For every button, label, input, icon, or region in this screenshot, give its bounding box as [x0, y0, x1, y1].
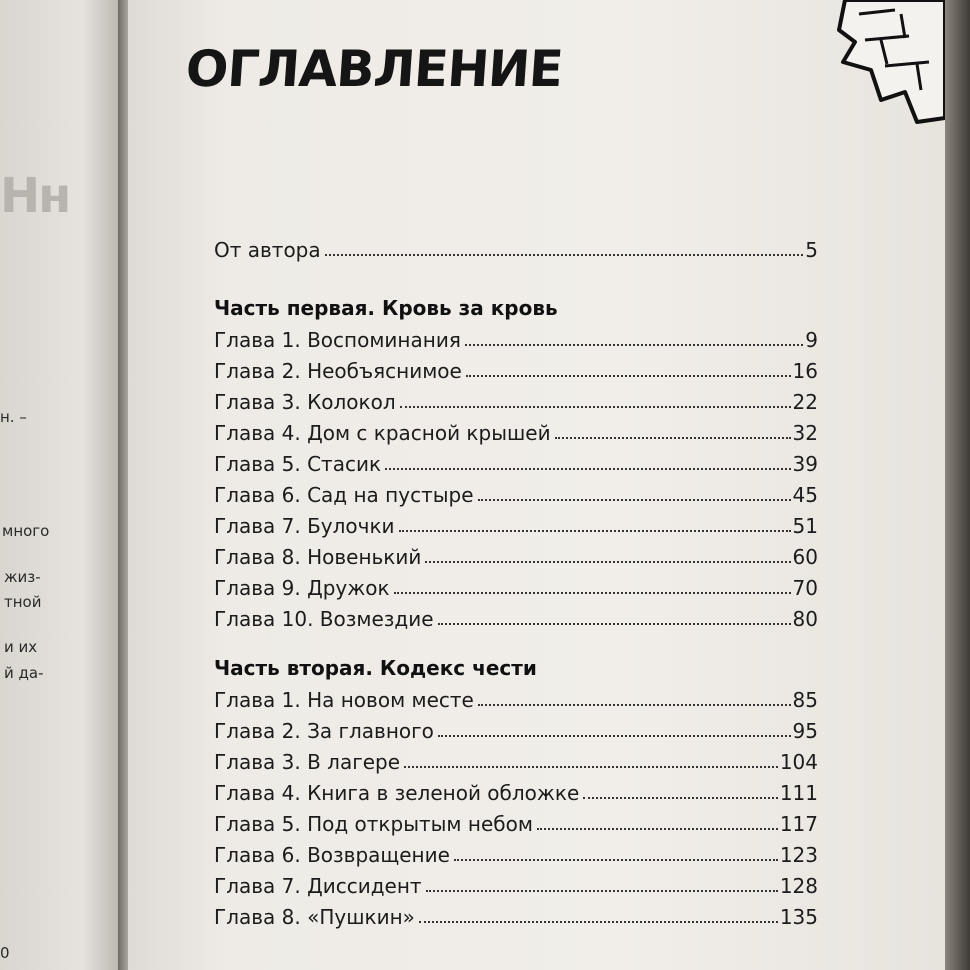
dot-leader [400, 405, 791, 408]
toc-entry-page: 39 [792, 452, 818, 476]
toc-entry[interactable] [214, 775, 818, 803]
toc-entry[interactable] [214, 477, 818, 505]
left-page-fragment: жиз- [4, 568, 41, 586]
toc-entry[interactable] [214, 539, 818, 567]
dot-leader [555, 436, 791, 439]
toc-entry-label: Глава 3. В лагере [214, 750, 401, 774]
toc-entry-author[interactable] [214, 232, 818, 260]
toc-entry[interactable] [214, 899, 818, 927]
toc-entry-page: 123 [779, 843, 818, 867]
left-page-fragment: й да- [4, 664, 44, 682]
brick-wall-icon [825, 0, 945, 130]
dot-leader [425, 560, 790, 563]
toc-entry-label: Глава 10. Возмездие [214, 607, 434, 631]
toc-entry-page: 9 [805, 328, 818, 352]
toc-entry-label: Глава 6. Возвращение [214, 843, 450, 867]
dot-leader [419, 920, 778, 923]
toc-entry[interactable] [214, 744, 818, 772]
toc-entry-label: Глава 7. Диссидент [214, 874, 422, 898]
toc-entry[interactable] [214, 682, 818, 710]
toc-entry-page: 5 [805, 238, 818, 262]
toc-entry-page: 51 [792, 514, 818, 538]
toc-entry[interactable] [214, 806, 818, 834]
book-spine [118, 0, 128, 970]
toc-entry-label: Глава 7. Булочки [214, 514, 395, 538]
toc-entry[interactable] [214, 837, 818, 865]
toc-entry-page: 111 [779, 781, 818, 805]
book-edge-shadow [945, 0, 970, 970]
toc-entry[interactable] [214, 322, 818, 350]
toc-entry-page: 117 [779, 812, 818, 836]
toc-entry-label: Глава 5. Стасик [214, 452, 382, 476]
toc-entry-label: Глава 9. Дружок [214, 576, 390, 600]
left-page-number: 0 [0, 944, 10, 962]
toc-entry-page: 135 [779, 905, 818, 929]
toc-entry-label: Глава 6. Сад на пустыре [214, 483, 474, 507]
toc-entry[interactable] [214, 446, 818, 474]
toc-entry-page: 70 [792, 576, 818, 600]
page-title: ОГЛАВЛЕНИЕ [183, 40, 565, 98]
toc-entry-label: Глава 3. Колокол [214, 390, 396, 414]
toc-entry-label: Глава 4. Дом с красной крышей [214, 421, 551, 445]
toc-entry[interactable] [214, 353, 818, 381]
toc-entry[interactable] [214, 508, 818, 536]
toc-entry-page: 45 [792, 483, 818, 507]
toc-entry[interactable] [214, 570, 818, 598]
toc-entry-page: 104 [779, 750, 818, 774]
toc-entry-label: Глава 2. Необъяснимое [214, 359, 462, 383]
toc-entry-label: Глава 8. Новенький [214, 545, 422, 569]
part-heading: Часть вторая. Кодекс чести [214, 656, 537, 680]
toc-entry-page: 95 [792, 719, 818, 743]
toc-entry[interactable] [214, 601, 818, 629]
toc-entry-page: 128 [779, 874, 818, 898]
dot-leader [438, 734, 791, 737]
toc-entry-page: 80 [792, 607, 818, 631]
toc-entry-page: 22 [792, 390, 818, 414]
dot-leader [438, 622, 791, 625]
left-page-watermark: Нн [0, 168, 70, 224]
dot-leader [454, 858, 778, 861]
toc-entry-page: 85 [792, 688, 818, 712]
toc-entry-page: 32 [792, 421, 818, 445]
dot-leader [583, 796, 778, 799]
toc-entry-label: Глава 1. Воспоминания [214, 328, 461, 352]
toc-entry-page: 60 [792, 545, 818, 569]
toc-entry[interactable] [214, 713, 818, 741]
dot-leader [537, 827, 778, 830]
dot-leader [465, 343, 803, 346]
left-page [0, 0, 118, 970]
toc-entry-label: Глава 1. На новом месте [214, 688, 474, 712]
toc-entry-label: Глава 4. Книга в зеленой обложке [214, 781, 580, 805]
toc-entry-label: Глава 5. Под открытым небом [214, 812, 533, 836]
dot-leader [478, 498, 791, 501]
toc-entry-label: Глава 2. За главного [214, 719, 434, 743]
toc-entry-label: От автора [214, 238, 321, 262]
toc-entry[interactable] [214, 384, 818, 412]
left-page-fragment: и их [4, 638, 38, 656]
table-of-contents [214, 0, 818, 970]
dot-leader [478, 703, 791, 706]
dot-leader [404, 765, 778, 768]
dot-leader [325, 253, 804, 256]
part-heading: Часть первая. Кровь за кровь [214, 296, 558, 320]
dot-leader [394, 591, 791, 594]
dot-leader [466, 374, 791, 377]
dot-leader [399, 529, 791, 532]
toc-entry[interactable] [214, 415, 818, 443]
left-page-fragment: тной [4, 593, 42, 611]
left-page-fragment: н. – [0, 408, 27, 426]
toc-entry[interactable] [214, 868, 818, 896]
dot-leader [385, 467, 791, 470]
right-page [128, 0, 945, 970]
toc-entry-label: Глава 8. «Пушкин» [214, 905, 415, 929]
dot-leader [426, 889, 778, 892]
toc-entry-page: 16 [792, 359, 818, 383]
left-page-fragment: много [2, 522, 50, 540]
